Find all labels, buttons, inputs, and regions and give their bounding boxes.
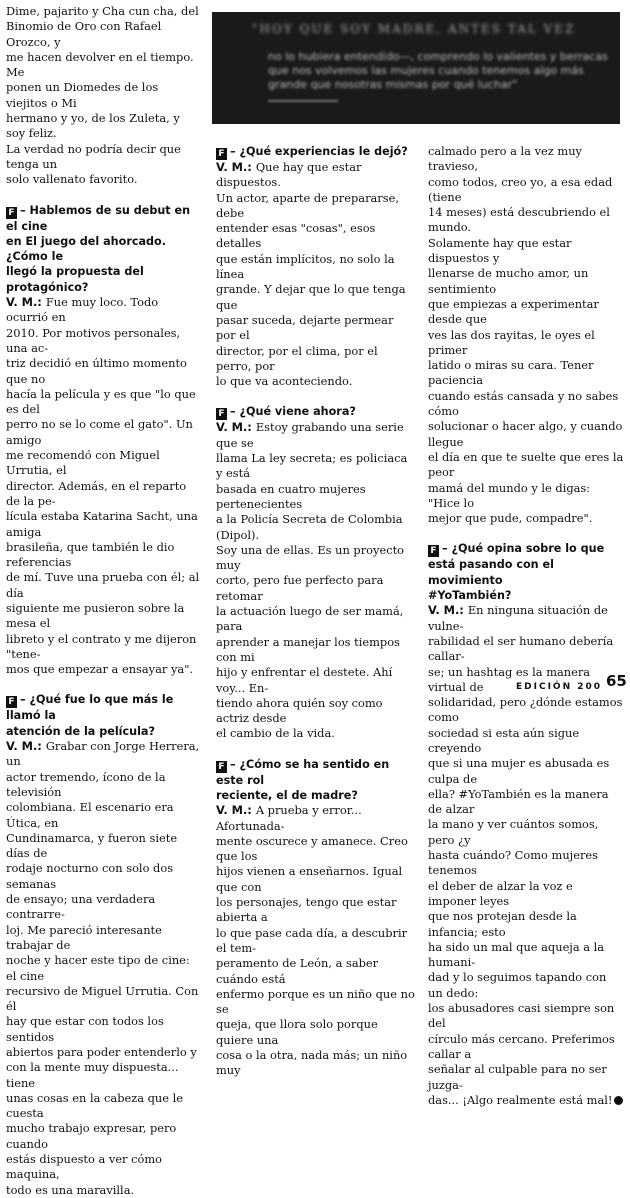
answer-text: triz decidió en último momento que no (6, 356, 187, 386)
section-madre (216, 757, 416, 1079)
answer-text: loj. Me pareció interesante trabajar de (6, 922, 162, 952)
answer-line (216, 573, 416, 604)
answer-line (428, 1001, 624, 1032)
answer-text: noche y hacer este tipo de cine: el cine (6, 953, 190, 983)
answer-line (216, 191, 416, 222)
answer-text: siguiente me pusieron sobre la mesa el (6, 600, 185, 631)
question-line (6, 234, 202, 265)
speaker-label: V. M.: (6, 295, 46, 310)
answer-line (428, 726, 624, 757)
section-debut (6, 203, 202, 678)
answer-text: hijo y enfrentar el destete. Ahí voy... En- (216, 665, 393, 695)
answer-text: Fue muy loco. Todo ocurrió en (6, 295, 159, 325)
answer-text: colombiana. El escenario era Útica, en (6, 800, 174, 830)
pull-quote-title: "HOY QUE SOY MADRE, ANTES TAL VEZ (252, 22, 576, 36)
answer-line (216, 926, 416, 957)
question-text: – ¿Qué experiencias le dejó? (230, 145, 408, 158)
answer-line (428, 909, 624, 940)
answer-text: entender esas "cosas", esos detalles (216, 221, 376, 251)
answer-text: el deber de alzar la voz e imponer leyes (428, 878, 573, 908)
magazine-logo-icon: F (6, 207, 17, 219)
question-text: – ¿Qué viene ahora? (230, 405, 356, 419)
continuation-line: Solamente hay que estar dispuestos y (428, 235, 572, 266)
answer-text: unas cosas en la cabeza que le cuesta (6, 1090, 184, 1121)
answer-line (6, 295, 202, 326)
answer-text: a la Policía Secreta de Colombia (Dipol). (216, 512, 403, 542)
answer-text: recursivo de Miguel Urrutia. Con él (6, 983, 199, 1014)
intro-line: Binomio de Oro con Rafael Orozco, y (6, 19, 162, 49)
answer-text: brasileña, que también le dio referencias (6, 539, 175, 570)
answer-text: todo es una maravilla. (6, 1182, 135, 1197)
continuation-line: ves las dos rayitas, le oyes el primer (428, 327, 595, 357)
intro-line: Dime, pajarito y Cha cun cha, del (6, 4, 199, 18)
question-text: – ¿Qué fue lo que más le llamó la (6, 693, 174, 723)
continuation-line: que empiezas a experimentar desde que (428, 296, 599, 327)
answer-line (216, 665, 416, 696)
continuation-line: mamá del mundo y le digas: "Hice lo (428, 480, 591, 510)
speaker-label: V. M.: (216, 420, 256, 435)
answer-text: hasta cuándo? Como mujeres tenemos (428, 848, 598, 878)
answer-line (428, 817, 624, 848)
answer-line (216, 221, 416, 252)
answer-line (6, 1014, 202, 1045)
answer-line (216, 987, 416, 1018)
answer-line (6, 984, 202, 1015)
question-text: atención de la película? (6, 724, 155, 738)
pull-quote-rule (268, 100, 338, 102)
answer-line (428, 756, 624, 787)
answer-text: señalar al culpable para no ser juzga- (428, 1062, 607, 1092)
answer-text: corto, pero fue perfecto para retomar (216, 573, 384, 603)
answer-text: pasar suceda, dejarte permear por el (216, 312, 394, 343)
answer-line (216, 1048, 416, 1079)
answer-text: que nos protejan desde la infancia; esto (428, 909, 577, 939)
answer-line (6, 1183, 202, 1198)
answer-text: que si una mujer es abusada es culpa de (428, 756, 610, 786)
answer-line (6, 1121, 202, 1152)
answer-text: aprender a manejar los tiempos con mi (216, 634, 400, 664)
answer-text: tiendo ahora quién soy como actriz desde (216, 695, 383, 726)
answer-line (216, 864, 416, 895)
answer-line (216, 374, 416, 389)
question-text: – ¿Cómo se ha sentido en este rol (216, 757, 390, 787)
answer-line (6, 632, 202, 663)
answer-text: los personajes, tengo que estar abierta a (216, 895, 397, 925)
answer-line (216, 803, 416, 834)
speaker-label: V. M.: (428, 603, 468, 618)
answer-text: los abusadores casi siempre son del (428, 1001, 615, 1031)
continuation-line: solucionar o hacer algo, y cuando llegue (428, 419, 623, 449)
answer-text: Cundinamarca, y fueron siete días de (6, 830, 178, 861)
section-experiencias (216, 144, 416, 389)
answer-line (216, 895, 416, 926)
continuation-line: calmado pero a la vez muy travieso, (428, 144, 582, 174)
answer-line (216, 344, 416, 375)
question-text: – ¿Qué opina sobre lo que (442, 542, 605, 556)
answer-line (216, 512, 416, 543)
answer-line (6, 540, 202, 571)
answer-line (216, 282, 416, 313)
answer-text: lo que pase cada día, a descubrir el tem- (216, 925, 408, 955)
answer-line (6, 1045, 202, 1060)
answer-text: círculo más cercano. Preferimos callar a (428, 1031, 615, 1061)
pull-quote-body: no lo hubiera entendido—, comprendo lo valientes y berracas que nos volvemos las mujeres cuando tenemos algo más grande que nosotras mismas por qué luchar" (268, 50, 608, 91)
question-line (6, 264, 202, 295)
answer-line (216, 604, 416, 635)
answer-text: queja, que llora solo porque quiere una (216, 1017, 378, 1047)
answer-text: sociedad si esta aún sigue creyendo (428, 725, 580, 755)
answer-text: perro no se lo come el gato". Un amigo (6, 417, 193, 447)
answer-line (6, 739, 202, 770)
answer-text: Un actor, aparte de prepararse, debe (216, 190, 399, 220)
answer-line (6, 387, 202, 418)
answer-text: la mano y ver cuántos somos, pero ¿y (428, 817, 599, 847)
answer-line (6, 953, 202, 984)
answer-line (428, 1062, 624, 1093)
intro-line: solo vallenato favorito. (6, 172, 138, 187)
answer-text: de ensayo; una verdadera contrarre- (6, 892, 156, 922)
continuation-line: cuando estás cansada y no sabes cómo (428, 388, 619, 419)
answer-line (428, 603, 624, 634)
continuation-line: mejor que pude, compadre". (428, 511, 593, 526)
answer-line (216, 834, 416, 865)
answer-text: mos que empezar a ensayar ya". (6, 662, 194, 677)
answer-line (6, 861, 202, 892)
question-line (6, 203, 202, 234)
answer-text: mucho trabajo expresar, pero cuando (6, 1121, 177, 1151)
section-atencion (6, 692, 202, 1198)
answer-text: ha sido un mal que aqueja a la humani- (428, 939, 605, 970)
magazine-logo-icon: F (216, 761, 227, 773)
answer-text: actor tremendo, ícono de la televisión (6, 769, 166, 799)
answer-text: grande. Y dejar que lo que tenga que (216, 282, 406, 312)
answer-text: Grabar con Jorge Herrera, un (6, 739, 200, 769)
answer-line (428, 879, 624, 910)
continuation-paragraph (428, 144, 624, 526)
answer-line (428, 940, 624, 971)
column-3 (428, 144, 624, 1108)
answer-line (6, 570, 202, 601)
answer-line (216, 420, 416, 451)
speaker-label: V. M.: (6, 739, 46, 754)
answer-text: En ninguna situación de vulne- (428, 603, 608, 633)
magazine-logo-icon: F (216, 148, 227, 160)
question-line (216, 788, 416, 803)
answer-text: el cambio de la vida. (216, 726, 335, 741)
answer-line (6, 800, 202, 831)
answer-text: director, por el clima, por el perro, por (216, 343, 378, 373)
speaker-label: V. M.: (216, 160, 256, 174)
continuation-line: latido o miras su cara. Tener paciencia (428, 358, 594, 388)
answer-text: hijos vienen a enseñarnos. Igual que con (216, 864, 403, 894)
answer-line (428, 695, 624, 726)
answer-line (6, 509, 202, 540)
answer-line (216, 313, 416, 344)
answer-line (428, 1032, 624, 1063)
intro-line: me hacen devolver en el tiempo. Me (6, 49, 194, 80)
question-line (428, 588, 624, 603)
answer-text: abiertos para poder entenderlo y (6, 1045, 197, 1059)
answer-text: Que hay que estar dispuestos. (216, 160, 362, 190)
answer-text: dad y lo seguimos tapando con un dedo: (428, 970, 607, 1000)
column-1 (6, 4, 202, 1198)
answer-text: me recomendó con Miguel Urrutia, el (6, 448, 160, 478)
answer-line (428, 787, 624, 818)
magazine-logo-icon: F (6, 696, 17, 708)
pull-quote-box (212, 12, 620, 124)
answer-line (428, 848, 624, 879)
answer-line (216, 451, 416, 482)
question-text: reciente, el de madre? (216, 788, 358, 802)
question-line (428, 541, 624, 557)
answer-text: mente oscurece y amanece. Creo que los (216, 833, 408, 864)
answer-text: hacía la película y es que "lo que es del (6, 386, 196, 417)
answer-text: lícula estaba Katarina Sacht, una amiga (6, 509, 198, 539)
footer-edition: EDICIÓN 200 (516, 682, 603, 692)
answer-text: rabilidad el ser humano debería callar- (428, 633, 614, 664)
answer-line (428, 1093, 624, 1108)
answer-line (6, 601, 202, 632)
continuation-line: el día en que te suelte que eres la peor (428, 449, 624, 480)
answer-text: libreto y el contrato y me dijeron "tene- (6, 631, 197, 661)
answer-text: llama La ley secreta; es policiaca y está (216, 451, 408, 481)
answer-line (216, 160, 416, 191)
answer-line (216, 726, 416, 741)
question-line (6, 692, 202, 723)
answer-line (216, 543, 416, 574)
answer-text: la actuación luego de ser mamá, para (216, 604, 404, 634)
answer-text: Estoy grabando una serie que se (216, 420, 404, 450)
question-line (216, 144, 416, 160)
answer-line (6, 326, 202, 357)
answer-text: Soy una de ellas. Es un proyecto muy (216, 542, 405, 573)
intro-paragraph (6, 4, 202, 188)
question-text: – Hablemos de su debut en el cine (6, 203, 191, 233)
answer-line (216, 252, 416, 283)
intro-line: ponen un Diomedes de los viejitos o Mi (6, 80, 159, 110)
answer-text: 2010. Por motivos personales, una ac- (6, 325, 181, 355)
speaker-label: V. M.: (216, 803, 256, 818)
intro-line: hermano y yo, de los Zuleta, y soy feliz. (6, 111, 180, 141)
answer-text: se; un hashtag es la manera virtual de (428, 664, 591, 694)
answer-text: estás dispuesto a ver cómo maquina, (6, 1152, 163, 1182)
question-line (216, 757, 416, 788)
answer-line (428, 970, 624, 1001)
answer-text: A prueba y error... Afortunada- (216, 803, 362, 833)
question-text: #YoTambién? (428, 589, 512, 603)
question-line (216, 404, 416, 420)
question-text: llegó la propuesta del protagónico? (6, 265, 144, 294)
answer-text: peramento de León, a saber cuándo está (216, 956, 379, 986)
answer-text: de mí. Tuve una prueba con él; al día (6, 570, 200, 600)
section-yotambien (428, 541, 624, 1108)
answer-text: director. Además, en el reparto de la pe- (6, 478, 187, 508)
question-line (428, 557, 624, 588)
answer-text: con la mente muy dispuesta... tiene (6, 1060, 179, 1090)
continuation-line: 14 meses) está descubriendo el mundo. (428, 205, 610, 235)
column-2 (216, 144, 416, 1079)
answer-line (6, 479, 202, 510)
answer-line (6, 448, 202, 479)
intro-line: La verdad no podría decir que tenga un (6, 141, 181, 171)
magazine-logo-icon: F (428, 545, 439, 557)
answer-text: hay que estar con todos los sentidos (6, 1014, 164, 1044)
continuation-line: llenarse de mucho amor, un sentimiento (428, 266, 589, 296)
answer-text: cosa o la otra, nada más; un niño muy (216, 1048, 408, 1078)
answer-line (216, 482, 416, 513)
answer-text: lo que va aconteciendo. (216, 374, 353, 389)
answer-line (6, 417, 202, 448)
answer-line (6, 662, 202, 677)
answer-line (428, 634, 624, 665)
answer-line (6, 356, 202, 387)
answer-line (6, 770, 202, 801)
section-viene-ahora (216, 404, 416, 741)
page-number: 65 (606, 672, 627, 690)
answer-line (6, 1091, 202, 1122)
answer-text: das... ¡Algo realmente está mal! (428, 1092, 613, 1107)
answer-line (216, 1017, 416, 1048)
answer-line (216, 696, 416, 727)
answer-text: solidaridad, pero ¿dónde estamos como (428, 695, 623, 725)
answer-line (216, 956, 416, 987)
question-text: está pasando con el movimiento (428, 558, 554, 587)
answer-line (6, 923, 202, 954)
answer-line (6, 1152, 202, 1183)
question-text: en El juego del ahorcado. ¿Cómo le (6, 234, 166, 264)
answer-text: que están implícitos, no solo la línea (216, 251, 395, 282)
answer-line (6, 1060, 202, 1091)
answer-text: rodaje nocturno con solo dos semanas (6, 861, 174, 891)
answer-line (6, 831, 202, 862)
continuation-line: como todos, creo yo, a esa edad (tiene (428, 174, 613, 204)
magazine-logo-icon: F (216, 408, 227, 420)
answer-line (6, 892, 202, 923)
answer-line (216, 635, 416, 666)
answer-text: ella? #YoTambién es la manera de alzar (428, 786, 609, 817)
question-line (6, 724, 202, 739)
answer-text: enfermo porque es un niño que no se (216, 986, 415, 1017)
answer-text: basada en cuatro mujeres pertenecientes (216, 481, 366, 511)
end-mark-icon (614, 1096, 623, 1105)
